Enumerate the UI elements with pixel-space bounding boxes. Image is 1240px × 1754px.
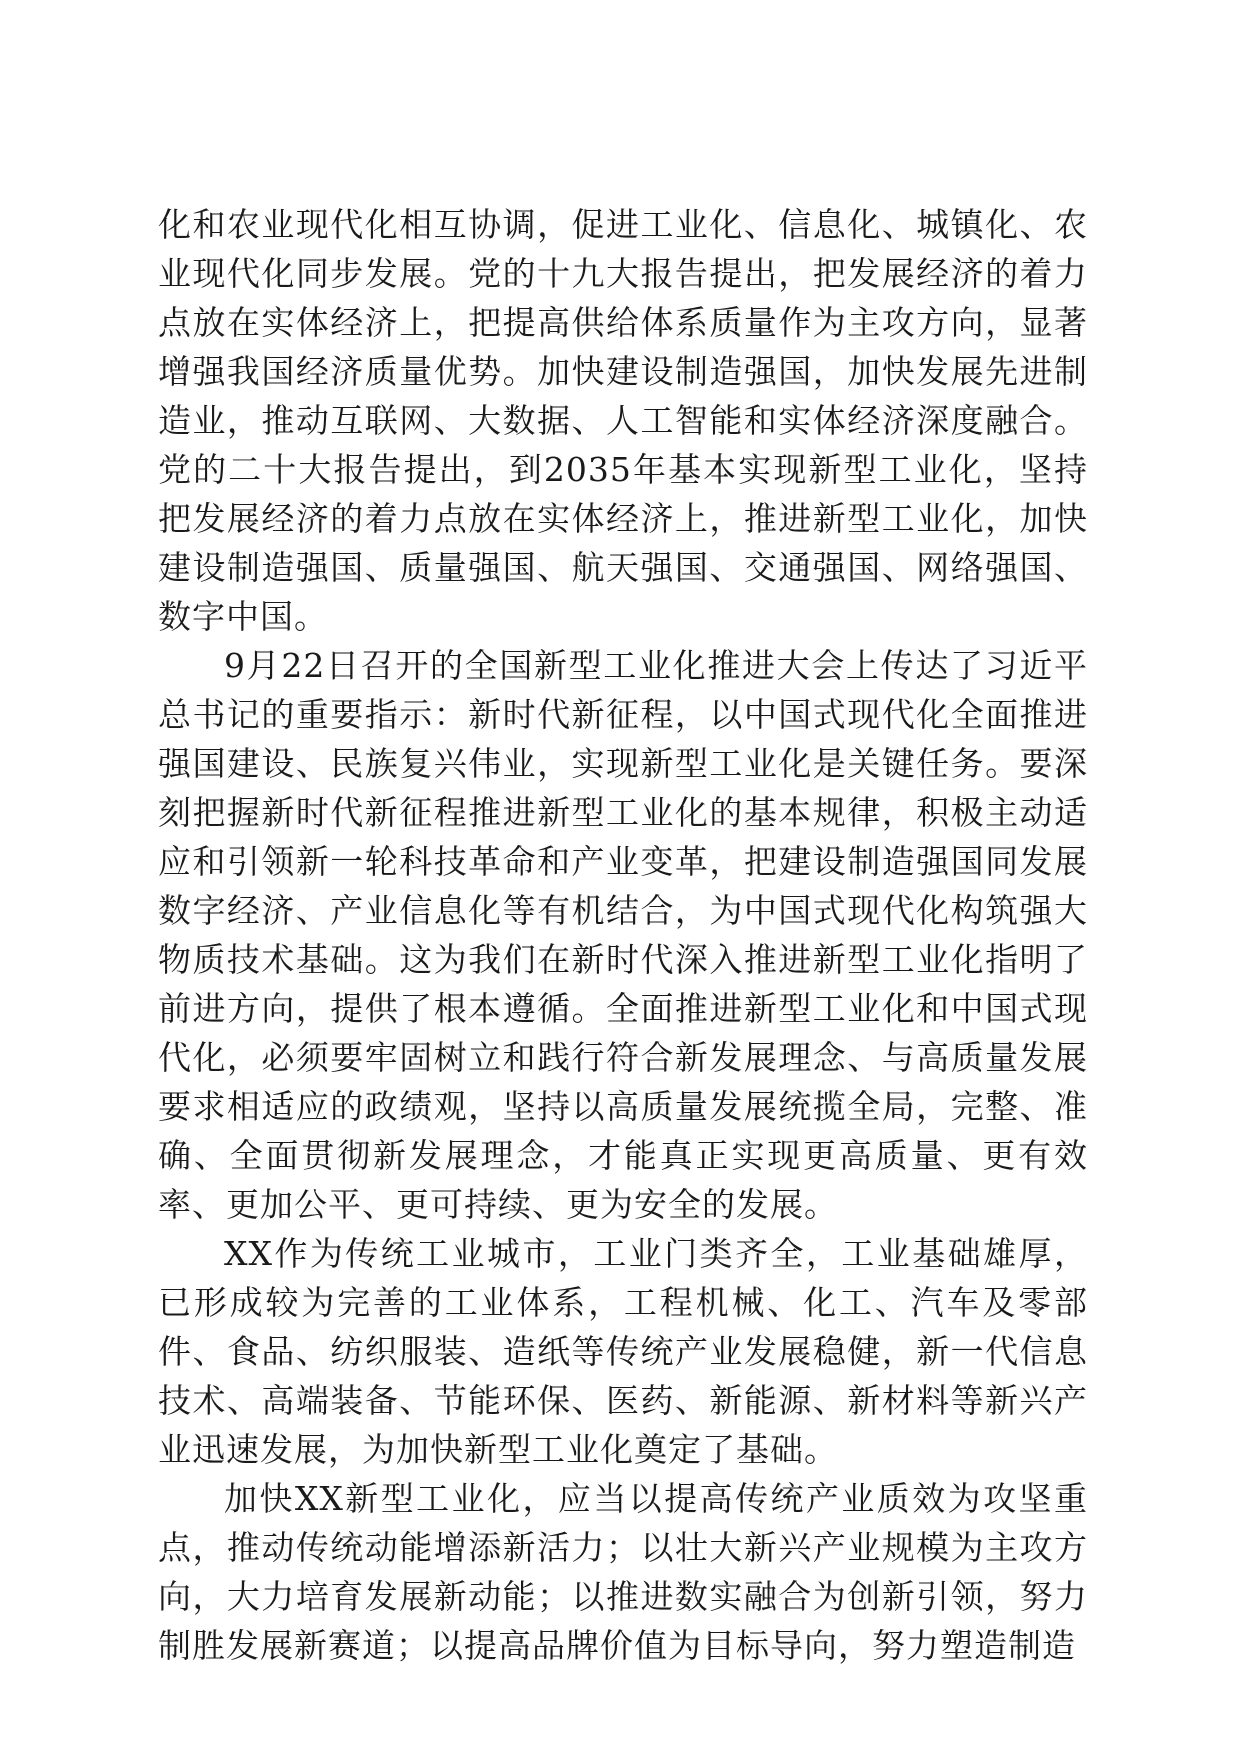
paragraph-3: XX作为传统工业城市，工业门类齐全，工业基础雄厚，已形成较为完善的工业体系，工程机械、化工、汽车及零部件、食品、纺织服装、造纸等传统产业发展稳健，新一代信息技术、高端装备、节能环保、医药、新能源、新材料等新兴产业迅速发展，为加快新型工业化奠定了基础。	[158, 1234, 1088, 1469]
paragraph-4: 加快XX新型工业化，应当以提高传统产业质效为攻坚重点，推动传统动能增添新活力；以壮大新兴产业规模为主攻方向，大力培育发展新动能；以推进数实融合为创新引领，努力制胜发展新赛道；以提高品牌价值为目标导向，努力塑造制造	[158, 1479, 1088, 1665]
document-body	[158, 200, 1088, 1670]
paragraph-2: 9月22日召开的全国新型工业化推进大会上传达了习近平总书记的重要指示：新时代新征程，以中国式现代化全面推进强国建设、民族复兴伟业，实现新型工业化是关键任务。要深刻把握新时代新征程推进新型工业化的基本规律，积极主动适应和引领新一轮科技革命和产业变革，把建设制造强国同发展数字经济、产业信息化等有机结合，为中国式现代化构筑强大物质技术基础。这为我们在新时代深入推进新型工业化指明了前进方向，提供了根本遵循。全面推进新型工业化和中国式现代化，必须要牢固树立和践行符合新发展理念、与高质量发展要求相适应的政绩观，坚持以高质量发展统揽全局，完整、准确、全面贯彻新发展理念，才能真正实现更高质量、更有效率、更加公平、更可持续、更为安全的发展。	[158, 646, 1088, 1224]
paragraph-1: 化和农业现代化相互协调，促进工业化、信息化、城镇化、农业现代化同步发展。党的十九大报告提出，把发展经济的着力点放在实体经济上，把提高供给体系质量作为主攻方向，显著增强我国经济质量优势。加快建设制造强国，加快发展先进制造业，推动互联网、大数据、人工智能和实体经济深度融合。党的二十大报告提出，到2035年基本实现新型工业化，坚持把发展经济的着力点放在实体经济上，推进新型工业化，加快建设制造强国、质量强国、航天强国、交通强国、网络强国、数字中国。	[158, 205, 1088, 636]
